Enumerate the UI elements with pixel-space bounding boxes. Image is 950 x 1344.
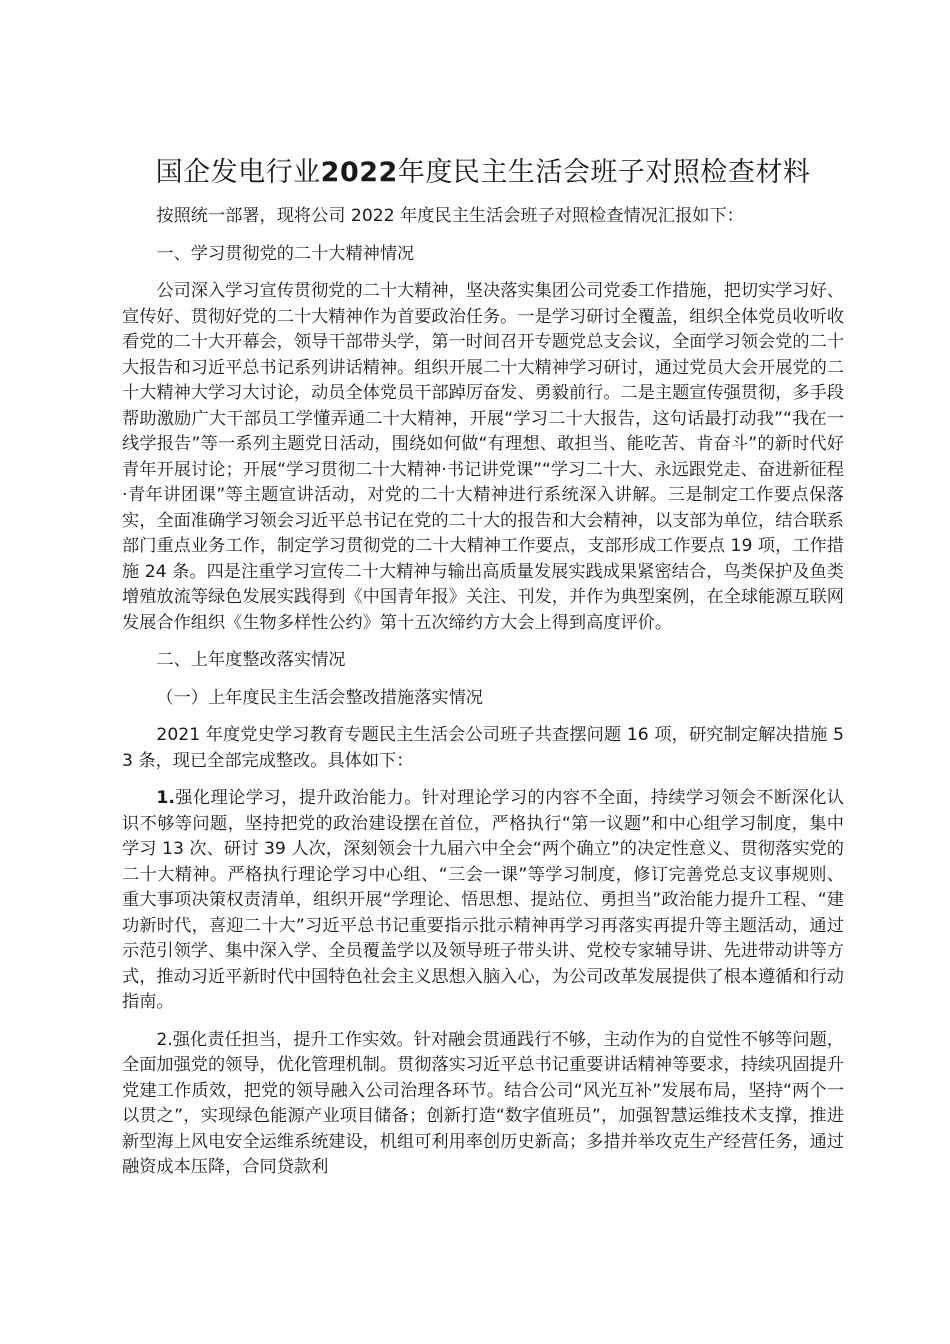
document-page	[122, 150, 844, 1181]
item-1-body: 强化理论学习，提升政治能力。针对理论学习的内容不全面，持续学习领会不断深化认识不够等问题，坚持把党的政治建设摆在首位，严格执行“第一议题”和中心组学习制度，集中学习 13 次、研讨 39 人次，深刻领会十九届六中全会“两个确立”的决定性意义、贯彻落实党的二十大精神。严格执行理论学习中心组、“三会一课”等学习制度，修订完善党总支议事规则、重大事项决策权责清单，组织开展“学理论、悟思想、提站位、勇担当”政治能力提升工程、“建功新时代，喜迎二十大”习近平总书记重要指示批示精神再学习再落实再提升等主题活动，通过示范引领学、集中深入学、全员覆盖学以及领导班子带头讲、党校专家辅导讲、先进带动讲等方式，推动习近平新时代中国特色社会主义思想入脑入心，为公司改革发展提供了根本遵循和行动指南。	[122, 788, 844, 1012]
subsection-1-heading: （一）上年度民主生活会整改措施落实情况	[156, 687, 483, 708]
item-1-number: 1.	[156, 788, 175, 808]
title-prefix: 国企发电行业	[155, 157, 321, 188]
intro-paragraph: 按照统一部署，现将公司 2022 年度民主生活会班子对照检查情况汇报如下：	[156, 206, 744, 226]
title-year: 2022	[320, 157, 398, 188]
item-1-paragraph	[122, 786, 844, 1016]
document-title	[122, 150, 844, 196]
section-1-body: 公司深入学习宣传贯彻党的二十大精神，坚决落实集团公司党委工作措施，把切实学习好、宣传好、贯彻好党的二十大精神作为首要政治任务。一是学习研讨全覆盖，组织全体党员收听收看党的二十大开幕会，领导干部带头学，第一时间召开专题党总支会议，全面学习领会党的二十大报告和习近平总书记系列讲话精神。组织开展二十大精神学习研讨，通过党员大会开展党的二十大精神大学习大讨论，动员全体党员干部踔厉奋发、勇毅前行。二是主题宣传强贯彻，多手段帮助激励广大干部员工学懂弄通二十大精神，开展“学习二十大报告，这句话最打动我”“我在一线学报告”等一系列主题党日活动，围绕如何做“有理想、敢担当、能吃苦、肯奋斗”的新时代好青年开展讨论；开展“学习贯彻二十大精神·书记讲党课”“学习二十大、永远跟党走、奋进新征程·青年讲团课”等主题宣讲活动，对党的二十大精神进行系统深入讲解。三是制定工作要点保落实，全面准确学习领会习近平总书记在党的二十大的报告和大会精神，以支部为单位，结合联系部门重点业务工作，制定学习贯彻党的二十大精神工作要点，支部形成工作要点 19 项，工作措施 24 条。四是注重学习宣传二十大精神与输出高质量发展实践成果紧密结合，鸟类保护及鱼类增殖放流等绿色发展实践得到《中国青年报》关注、刊发，并作为典型案例，在全球能源互联网发展合作组织《生物多样性公约》第十五次缔约方大会上得到高度评价。	[122, 281, 844, 633]
section-2-heading: 二、上年度整改落实情况	[156, 650, 346, 670]
title-suffix: 年度民主生活会班子对照检查材料	[397, 157, 811, 188]
subsection-1-body: 2021 年度党史学习教育专题民主生活会公司班子共查摆问题 16 项，研究制定解决措施 53 条，现已全部完成整改。具体如下：	[122, 725, 844, 771]
item-2-paragraph: 2.强化责任担当，提升工作实效。针对融会贯通践行不够，主动作为的自觉性不够等问题，全面加强党的领导，优化管理机制。贯彻落实习近平总书记重要讲话精神等要求，持续巩固提升党建工作质效，把党的领导融入公司治理各环节。结合公司“风光互补”发展布局，坚持“两个一以贯之”，实现绿色能源产业项目储备；创新打造“数字值班员”，加强智慧运维技术支撑，推进新型海上风电安全运维系统建设，机组可利用率创历史新高；多措并举攻克生产经营任务，通过融资成本压降，合同贷款利	[122, 1029, 844, 1177]
section-1-heading: 一、学习贯彻党的二十大精神情况	[156, 243, 415, 264]
